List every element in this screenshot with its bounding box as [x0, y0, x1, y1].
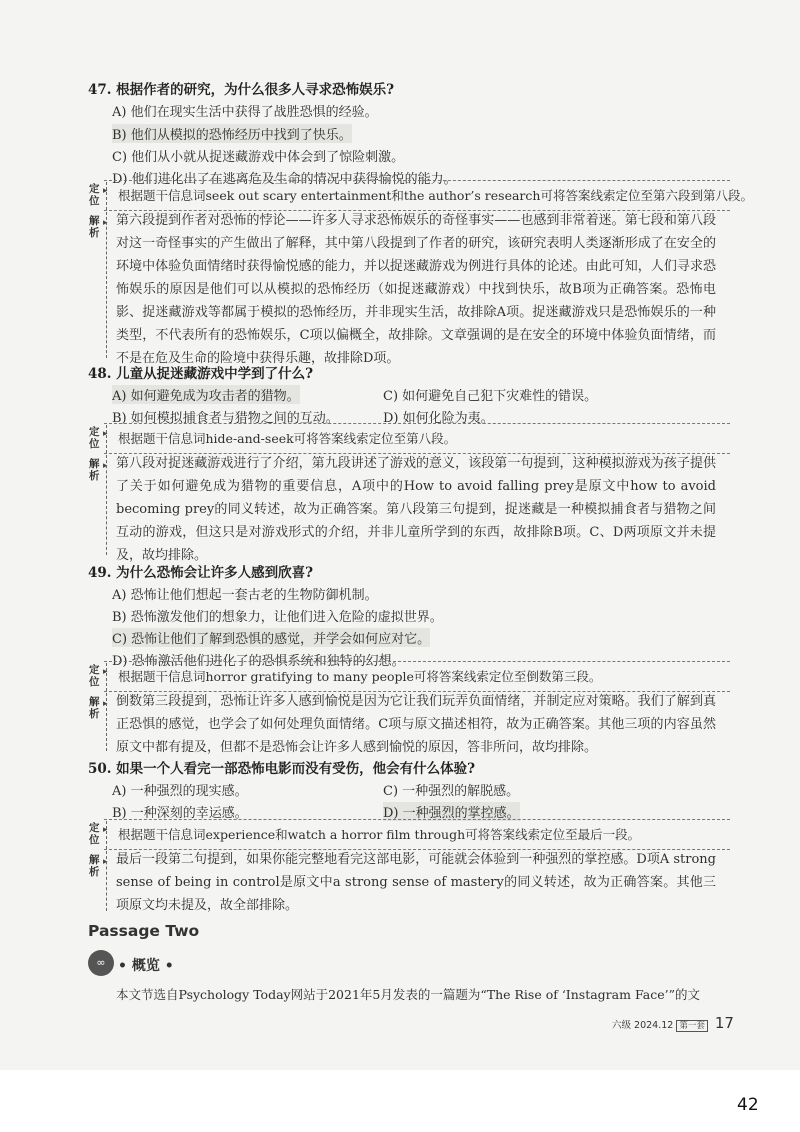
divider [106, 663, 107, 691]
question-47-option-b: B) 他们从模拟的恐怖经历中找到了快乐。 [112, 124, 352, 143]
question-49-stem: 49. 为什么恐怖会让许多人感到欣喜? [88, 565, 314, 581]
locate-label: 定位 [89, 664, 100, 688]
divider [104, 661, 730, 662]
analysis-label: 解析 [89, 215, 100, 239]
divider [106, 821, 107, 849]
question-50-option-b: B) 一种深刻的幸运感。 [112, 806, 248, 821]
question-49-option-c: C) 恐怖让他们了解到恐惧的感觉，并学会如何应对它。 [112, 628, 430, 647]
divider [106, 851, 107, 911]
question-48-stem: 48. 儿童从捉迷藏游戏中学到了什么? [88, 366, 314, 382]
analysis-label: 解析 [89, 696, 100, 720]
locate-label: 定位 [89, 183, 100, 207]
question-47-stem: 47. 根据作者的研究，为什么很多人寻求恐怖娱乐? [88, 82, 395, 98]
divider [104, 819, 730, 820]
divider [106, 693, 107, 751]
locate-label: 定位 [89, 426, 100, 450]
page-number: 42 [737, 1095, 759, 1115]
divider [104, 180, 730, 181]
arrow-icon: ▸ [103, 186, 108, 196]
question-48-option-c: C) 如何避免自己犯下灾难性的错误。 [383, 389, 598, 404]
question-48-locate: 根据题干信息词hide-and-seek可将答案线索定位至第八段。 [118, 431, 457, 446]
divider [104, 423, 730, 424]
question-50-stem: 50. 如果一个人看完一部恐怖电影而没有受伤，他会有什么体验? [88, 761, 476, 777]
page-footer [612, 1014, 734, 1032]
question-48-analysis: 第八段对捉迷藏游戏进行了介绍，第九段讲述了游戏的意义，该段第一句提到，这种模拟游戏为孩子提供了关于如何避免成为猎物的重要信息，A项中的How to avoid falling prey是原文中how to avoid becoming prey的同义转述，故为正确答案。第八段第三句提到，捉迷藏是一种模拟捕食者与猎物之间互动的游戏，但这只是对游戏形式的介绍，并非儿童所学到的东西，故排除B项。C、D两项原文并未提及，故均排除。 [116, 456, 716, 563]
question-50-locate: 根据题干信息词experience和watch a horror film through可将答案线索定位至最后一段。 [118, 827, 641, 842]
overview-heading: • 概览 • [118, 958, 174, 974]
divider [106, 455, 107, 555]
question-47-option-d: D) 他们进化出了在逃离危及生命的情况中获得愉悦的能力。 [112, 172, 457, 187]
passage-intro: 本文节选自Psychology Today网站于2021年5月发表的一篇题为“The Rise of ‘Instagram Face’”的文 [116, 987, 700, 1002]
divider [106, 425, 107, 453]
footer-exam: 六级 2024.12 [612, 1020, 674, 1031]
arrow-icon: ▸ [103, 461, 108, 471]
footer-section: 第一套 [676, 1020, 708, 1032]
question-48-option-d: D) 如何化险为夷。 [383, 411, 494, 426]
question-48-option-b: B) 如何模拟捕食者与猎物之间的互动。 [112, 411, 339, 426]
analysis-label: 解析 [89, 458, 100, 482]
question-50-option-d: D) 一种强烈的掌控感。 [383, 802, 520, 821]
arrow-icon: ▸ [103, 857, 108, 867]
divider [106, 182, 107, 210]
question-50-analysis: 最后一段第二句提到，如果你能完整地看完这部电影，可能就会体验到一种强烈的掌控感。D项A strong sense of being in control是原文中a strong sense of mastery的同义转述，故为正确答案。其他三项原文均未提及，故全部排除。 [116, 852, 716, 913]
locate-label: 定位 [89, 822, 100, 846]
arrow-icon: ▸ [103, 218, 108, 228]
question-47-locate: 根据题干信息词seek out scary entertainment和the author’s research可将答案线索定位至第六段到第八段。 [118, 188, 753, 203]
question-47-option-c: C) 他们从小就从捉迷藏游戏中体会到了惊险刺激。 [112, 150, 405, 165]
analysis-label: 解析 [89, 854, 100, 878]
footer-page: 17 [714, 1014, 734, 1032]
arrow-icon: ▸ [103, 667, 108, 677]
arrow-icon: ▸ [103, 825, 108, 835]
question-48-option-a: A) 如何避免成为攻击者的猎物。 [112, 385, 300, 404]
divider [106, 212, 107, 358]
arrow-icon: ▸ [103, 429, 108, 439]
passage-title: Passage Two [88, 922, 200, 940]
question-50-option-c: C) 一种强烈的解脱感。 [383, 784, 520, 799]
question-49-analysis: 倒数第三段提到，恐怖让许多人感到愉悦是因为它让我们玩弄负面情绪，并制定应对策略。我们了解到真正恐惧的感觉，也学会了如何处理负面情绪。C项与原文描述相符，故为正确答案。其他三项的内容虽然原文中都有提及，但都不是恐怖会让许多人感到愉悦的原因，答非所问，故均排除。 [116, 694, 716, 755]
question-49-option-d: D) 恐怖激活他们进化了的恐惧系统和独特的幻想。 [112, 654, 405, 669]
question-47-option-a: A) 他们在现实生活中获得了战胜恐惧的经验。 [112, 105, 378, 120]
question-49-option-b: B) 恐怖激发他们的想象力，让他们进入危险的虚拟世界。 [112, 610, 443, 625]
arrow-icon: ▸ [103, 699, 108, 709]
question-49-option-a: A) 恐怖让他们想起一套古老的生物防御机制。 [112, 588, 378, 603]
question-47-analysis: 第六段提到作者对恐怖的悖论——许多人寻求恐怖娱乐的奇怪事实——也感到非常着迷。第七段和第八段对这一奇怪事实的产生做出了解释，其中第八段提到了作者的研究，该研究表明人类逐渐形成了在安全的环境中体验负面情绪时获得愉悦感的能力，并以捉迷藏游戏为例进行具体的论述。由此可知，人们寻求恐怖娱乐的原因是他们可以从模拟的恐怖经历（如捉迷藏游戏）中找到快乐，故B项为正确答案。恐怖电影、捉迷藏游戏等都属于模拟的恐怖经历，并非现实生活，故排除A项。捉迷藏游戏只是恐怖娱乐的一种类型，不代表所有的恐怖娱乐，C项以偏概全，故排除。文章强调的是在安全的环境中体验负面情绪，而不是在危及生命的险境中获得乐趣，故排除D项。 [116, 213, 716, 366]
question-49-locate: 根据题干信息词horror gratifying to many people可将答案线索定位至倒数第三段。 [118, 669, 602, 684]
glasses-icon: ∞ [88, 950, 114, 976]
question-50-option-a: A) 一种强烈的现实感。 [112, 784, 248, 799]
